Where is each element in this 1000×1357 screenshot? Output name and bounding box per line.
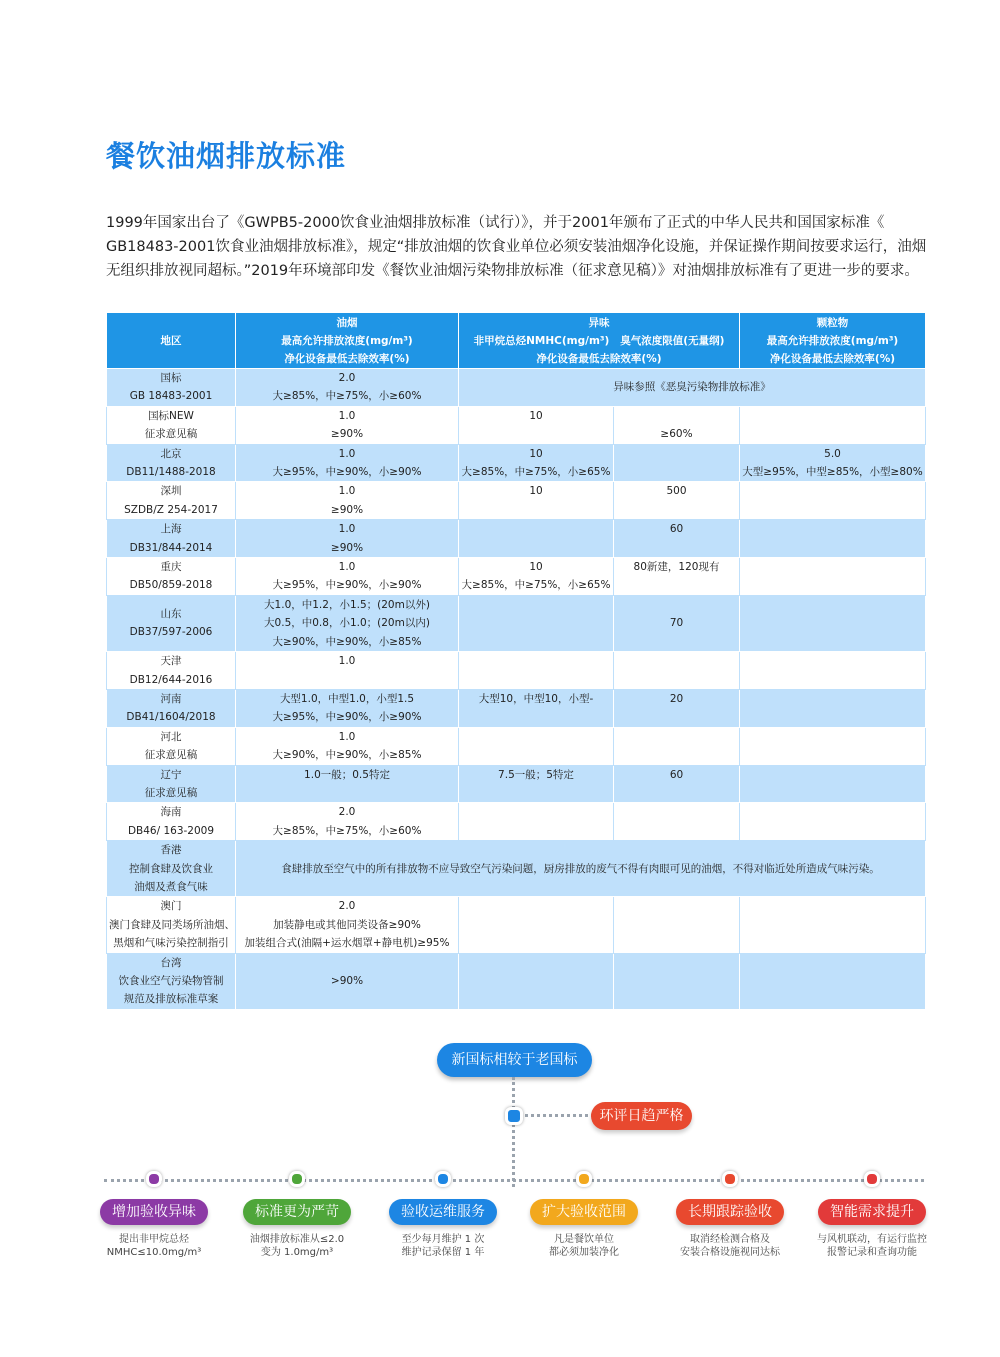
table-row: [107, 652, 926, 690]
region-name: 重庆: [160, 561, 182, 574]
nmhc-cell: 10: [459, 482, 614, 520]
odor-cell: [614, 444, 740, 482]
feature-item: [802, 1171, 942, 1259]
odor-cell: 80新建，120现有: [614, 558, 740, 596]
table-row: [107, 953, 926, 1009]
smoke-efficiency: 大≥85%，中≥75%，小≥60%: [272, 390, 422, 403]
region-code: DB50/859-2018: [129, 579, 213, 592]
feature-label: 智能需求提升: [818, 1199, 926, 1225]
feature-dot: [146, 1171, 162, 1187]
smoke-cell: [236, 652, 459, 690]
particle-cell: [740, 803, 926, 841]
odor-cell: [614, 652, 740, 690]
region-code: 征求意见稿: [144, 749, 198, 762]
feature-desc-line: 油烟排放标准从≤2.0: [249, 1234, 345, 1245]
odor-cell: 60: [614, 765, 740, 803]
header-smoke: [236, 313, 459, 369]
odor-cell: 60: [614, 520, 740, 558]
smoke-efficiency: ≥90%: [330, 428, 364, 441]
feature-item: [660, 1171, 800, 1259]
region-cell: [107, 727, 236, 765]
particle-cell: [740, 520, 926, 558]
feature-description: [514, 1234, 654, 1259]
region-name: 山东: [160, 608, 182, 621]
region-cell: [107, 897, 236, 953]
table-row: [107, 803, 926, 841]
smoke-value: 1.0: [338, 561, 356, 574]
feature-desc-line: NMHC≤10.0mg/m³: [106, 1246, 202, 1258]
region-name: 北京: [160, 447, 182, 460]
region-cell: [107, 595, 236, 651]
comparison-diagram: [0, 1035, 1000, 1265]
smoke-efficiency: >90%: [330, 975, 364, 987]
nmhc-efficiency: 大≥85%，中≥75%，小≥65%: [461, 579, 611, 592]
header-particle: [740, 313, 926, 369]
region-name: 澳门: [160, 900, 182, 913]
region-cell: [107, 803, 236, 841]
region-code: DB37/597-2006: [129, 626, 213, 639]
feature-dot: [864, 1171, 880, 1187]
smoke-efficiency: 加装组合式(油隔+运水烟罩+静电机)≥95%: [244, 937, 450, 950]
header-particle-title: 颗粒物: [816, 316, 849, 329]
odor-cell: [614, 953, 740, 1009]
nmhc-cell: [459, 595, 614, 651]
smoke-efficiency: 大≥95%，中≥90%，小≥90%: [272, 579, 422, 592]
smoke-value: 1.0: [338, 730, 356, 743]
odor-cell: [614, 897, 740, 953]
region-code: DB46/ 163-2009: [127, 824, 215, 837]
feature-description: [802, 1234, 942, 1259]
particle-cell: [740, 727, 926, 765]
region-name: 上海: [160, 523, 182, 536]
smoke-efficiency: ≥90%: [330, 503, 364, 516]
table-row: [107, 897, 926, 953]
header-smoke-sub2: 净化设备最低去除效率(%): [284, 352, 410, 365]
feature-dot: [576, 1171, 592, 1187]
branch-dot: [505, 1107, 523, 1125]
smoke-cell: [236, 953, 459, 1009]
nmhc-cell: 大型10，中型10，小型-: [459, 689, 614, 727]
particle-cell: [740, 482, 926, 520]
nmhc-value: 10: [529, 561, 543, 574]
region-name: 海南: [160, 806, 182, 819]
table-row: [107, 558, 926, 596]
odor-cell: ≥60%: [614, 406, 740, 444]
header-odor-title: 异味: [588, 316, 610, 329]
smoke-cell: [236, 406, 459, 444]
nmhc-cell: [459, 520, 614, 558]
header-odor-sub: 净化设备最低去除效率(%): [536, 352, 662, 365]
smoke-cell: [236, 520, 459, 558]
smoke-efficiency: 大≥95%，中≥90%，小≥90%: [272, 711, 422, 724]
odor-cell: 500: [614, 482, 740, 520]
region-name: 台湾: [160, 956, 182, 969]
region-cell: [107, 406, 236, 444]
table-row: [107, 406, 926, 444]
feature-label: 验收运维服务: [389, 1199, 497, 1225]
region-code: 规范及排放标准草案: [123, 993, 219, 1006]
header-odor-limit: 臭气浓度限值(无量纲): [620, 334, 725, 347]
intro-line: 无组织排放视同超标。”2019年环境部印发《餐饮业油烟污染物排放标准（征求意见稿）》对油烟排放标准有了更进一步的要求。: [106, 263, 919, 279]
region-code: 饮食业空气污染物管制: [118, 975, 224, 987]
nmhc-cell: [459, 652, 614, 690]
page-title: 餐饮油烟排放标准: [106, 139, 347, 173]
region-name: 国标: [160, 372, 182, 384]
smoke-cell: [236, 595, 459, 651]
region-cell: [107, 369, 236, 407]
smoke-value: 大0.5，中0.8，小1.0；(20m以内): [264, 617, 430, 630]
region-name: 深圳: [160, 485, 182, 498]
smoke-cell: [236, 558, 459, 596]
header-particle-sub1: 最高允许排放浓度(mg/m³): [766, 334, 899, 347]
particle-cell: [740, 652, 926, 690]
feature-desc-line: 取消经检测合格及: [690, 1234, 770, 1245]
smoke-value: 1.0: [338, 523, 356, 536]
feature-label: 增加验收异味: [100, 1199, 208, 1225]
nmhc-cell: [459, 558, 614, 596]
smoke-efficiency: 大≥95%，中≥90%，小≥90%: [272, 466, 422, 479]
smoke-value: 1.0: [338, 447, 356, 460]
feature-label: 扩大验收范围: [530, 1199, 638, 1225]
odor-cell: [614, 727, 740, 765]
region-code: 征求意见稿: [144, 786, 198, 799]
region-code: GB 18483-2001: [129, 390, 213, 403]
particle-cell: [740, 406, 926, 444]
region-code: 油烟及煮食气味: [134, 880, 208, 893]
smoke-value: 2.0: [338, 806, 356, 819]
nmhc-cell: [459, 803, 614, 841]
table-row: [107, 595, 926, 651]
particle-cell: [740, 444, 926, 482]
feature-description: [84, 1234, 224, 1259]
diagram-main-label: 新国标相较于老国标: [437, 1043, 592, 1077]
smoke-value: 1.0: [338, 655, 356, 668]
region-cell: [107, 444, 236, 482]
particle-cell: [740, 953, 926, 1009]
odor-cell: [614, 803, 740, 841]
region-name: 河南: [160, 692, 182, 705]
region-code: DB11/1488-2018: [126, 466, 216, 479]
region-cell: [107, 841, 236, 897]
smoke-efficiency: ≥90%: [330, 541, 364, 554]
smoke-value: 1.0: [338, 409, 356, 422]
smoke-value: 2.0: [338, 900, 356, 913]
smoke-value: 大1.0，中1.2，小1.5；(20m以外): [264, 598, 430, 611]
odor-cell: 20: [614, 689, 740, 727]
feature-item: [373, 1171, 513, 1259]
particle-cell: [740, 897, 926, 953]
table-row: [107, 689, 926, 727]
region-code: SZDB/Z 254-2017: [124, 503, 218, 516]
particle-cell: [740, 558, 926, 596]
emission-standard-table: [106, 312, 926, 1010]
nmhc-cell: 7.5一般；5特定: [459, 765, 614, 803]
smoke-cell: [236, 803, 459, 841]
feature-desc-line: 凡是餐饮单位: [554, 1234, 614, 1245]
region-cell: [107, 558, 236, 596]
intro-paragraph: [106, 211, 928, 283]
diagram-side-label: 环评日趋严格: [591, 1102, 692, 1130]
nmhc-efficiency: 大≥85%，中≥75%，小≥65%: [461, 466, 611, 479]
odor-cell: 70: [614, 595, 740, 651]
smoke-value: 1.0: [338, 485, 356, 498]
particle-efficiency: 大型≥95%，中型≥85%，小型≥80%: [742, 466, 923, 479]
smoke-efficiency: 大≥90%，中≥90%，小≥85%: [272, 635, 422, 648]
region-cell: [107, 482, 236, 520]
intro-line: 1999年国家出台了《GWPB5-2000饮食业油烟排放标准（试行）》，并于2001年颁布了正式的中华人民共和国国家标准《: [106, 215, 885, 231]
region-cell: [107, 689, 236, 727]
region-name: 辽宁: [160, 768, 182, 781]
region-name: 国标NEW: [148, 409, 194, 422]
region-cell: [107, 652, 236, 690]
feature-label: 长期跟踪验收: [676, 1199, 784, 1225]
header-odor-nmhc: 非甲烷总烃NMHC(mg/m³): [473, 334, 610, 347]
particle-value: 5.0: [824, 447, 841, 460]
feature-item: [227, 1171, 367, 1259]
header-odor-cols: [461, 332, 737, 350]
feature-desc-line: 与风机联动，有运行监控: [817, 1234, 927, 1245]
region-name: 香港: [160, 844, 182, 857]
smoke-cell: [236, 444, 459, 482]
table-row: [107, 482, 926, 520]
region-code: DB41/1604/2018: [126, 711, 216, 724]
feature-desc-line: 安装合格设施视同达标: [680, 1246, 780, 1258]
table-row: [107, 520, 926, 558]
feature-desc-line: 报警记录和查询功能: [827, 1246, 917, 1258]
region-cell: [107, 765, 236, 803]
header-region: 地区: [107, 313, 236, 369]
feature-dot: [435, 1171, 451, 1187]
smoke-cell: [236, 897, 459, 953]
particle-cell: [740, 765, 926, 803]
nmhc-cell: [459, 953, 614, 1009]
connector-branch: [514, 1114, 594, 1117]
region-code: 澳门食肆及同类场所油烟、: [109, 918, 235, 931]
odor-merged-cell: 异味参照《恶臭污染物排放标准》: [459, 369, 926, 407]
smoke-cell: [236, 482, 459, 520]
table-row: [107, 727, 926, 765]
nmhc-value: 10: [529, 447, 543, 460]
smoke-value: 2.0: [338, 372, 356, 384]
feature-label: 标准更为严苛: [243, 1199, 351, 1225]
region-code: DB12/644-2016: [129, 673, 213, 686]
feature-desc-line: 至少每月维护 1 次: [401, 1234, 485, 1245]
nmhc-cell: [459, 727, 614, 765]
region-name: 天津: [160, 655, 182, 668]
particle-cell: [740, 689, 926, 727]
region-code: 控制食肆及饮食业: [129, 862, 213, 875]
feature-desc-line: 维护记录保留 1 年: [401, 1246, 485, 1258]
feature-dot: [722, 1171, 738, 1187]
feature-description: [227, 1234, 367, 1259]
table-row: [107, 369, 926, 407]
nmhc-cell: 10: [459, 406, 614, 444]
smoke-cell: [236, 765, 459, 803]
intro-line: GB18483-2001饮食业油烟排放标准》，规定“排放油烟的饮食业单位必须安装油烟净化设施，并保证操作期间按要求运行，油烟: [106, 239, 927, 255]
smoke-value: 大型1.0，中型1.0，小型1.5: [279, 692, 415, 705]
feature-desc-line: 都必须加装净化: [549, 1246, 619, 1258]
header-particle-sub2: 净化设备最低去除效率(%): [769, 352, 896, 365]
feature-desc-line: 变为 1.0mg/m³: [260, 1246, 334, 1258]
smoke-efficiency: 大≥85%，中≥75%，小≥60%: [272, 824, 422, 837]
header-smoke-title: 油烟: [336, 316, 358, 329]
smoke-efficiency: 大≥90%，中≥90%，小≥85%: [272, 749, 422, 762]
header-smoke-sub1: 最高允许排放浓度(mg/m³): [281, 334, 413, 347]
feature-item: [514, 1171, 654, 1259]
region-code: 黑烟和气味污染控制指引: [113, 937, 229, 950]
smoke-efficiency: 加装静电或其他同类设备≥90%: [273, 918, 421, 931]
region-cell: [107, 520, 236, 558]
region-name: 河北: [160, 730, 182, 743]
region-code: 征求意见稿: [144, 428, 198, 441]
feature-item: [84, 1171, 224, 1259]
feature-description: [373, 1234, 513, 1259]
merged-requirement-cell: 食肆排放至空气中的所有排放物不应导致空气污染问题，厨房排放的废气不得有肉眼可见的油烟，不得对临近处所造成气味污染。: [236, 841, 926, 897]
feature-dot: [289, 1171, 305, 1187]
table-row: [107, 444, 926, 482]
smoke-cell: [236, 369, 459, 407]
smoke-cell: [236, 727, 459, 765]
table-row: [107, 841, 926, 897]
smoke-cell: [236, 689, 459, 727]
feature-description: [660, 1234, 800, 1259]
feature-desc-line: 提出非甲烷总烃: [119, 1234, 189, 1245]
header-odor: [459, 313, 740, 369]
table-row: [107, 765, 926, 803]
region-code: DB31/844-2014: [129, 541, 213, 554]
nmhc-cell: [459, 897, 614, 953]
region-cell: [107, 953, 236, 1009]
nmhc-cell: [459, 444, 614, 482]
particle-cell: [740, 595, 926, 651]
smoke-value: 1.0一般；0.5特定: [304, 768, 390, 781]
